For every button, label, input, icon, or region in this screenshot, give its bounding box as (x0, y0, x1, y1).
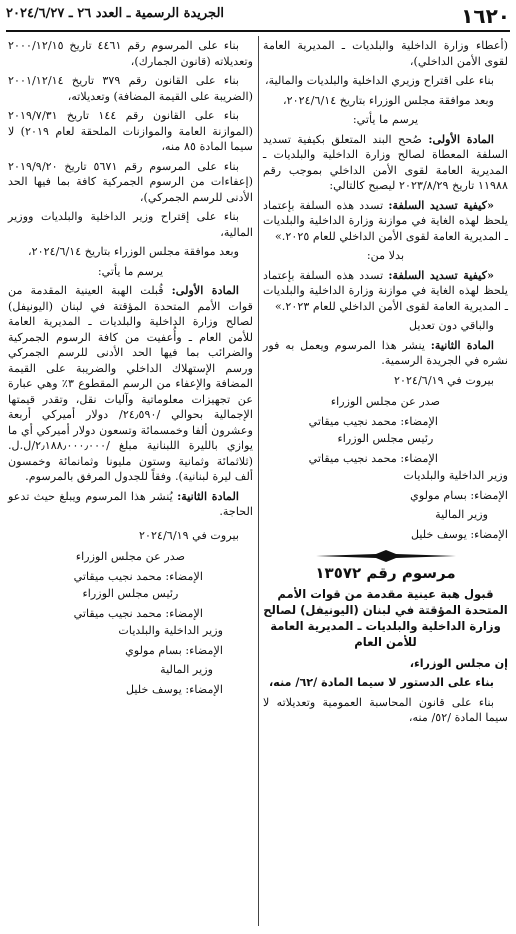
page-number: ١٦٢٠ (461, 4, 510, 28)
article-2 (263, 338, 508, 369)
signature-title: رئيس مجلس الوزراء (82, 587, 179, 600)
signature-title: صدر عن مجلس الوزراء (330, 395, 441, 408)
signature-name: الإمضاء: محمد نجيب ميقاتي (73, 606, 203, 620)
column-divider (258, 36, 259, 926)
article-text: قُبلت الهبة العينية المقدمة من قوات الأمم المتحدة المؤقتة في لبنان (اليونيفل) لصالح وزارة الداخلية والبلديات ـ المديرية العامة للأمن العام ـ وأُعفيت من كافة الرسوم الجمركية والضرائب بما فيها الحد الأدنى للرسم الجمركي ورسم الإستهلاك الداخلي والضريبة على القيمة المضافة والإعفاء من الرسم المقطوع ٣٪ وهي عبارة عن تجهيزات معلوماتية وآليات نقل، وتقدر قيمتها الإجمالية بحوالي /٢٤٫٥٩٠/ دولار أميركي أربعة وعشرون ألفا وخمسمائة وتسعون دولار أميركي أي ما يوازي بالليرة اللبنانية مبلغ /٢٫١٨٨٫٠٠٠٫٠٠٠/ل.ل. (ثلاثمائة وثمانية وستون مليونا وثمانمائة وخمسون ألف ليرة لبنانية). وفقاً للجدول المرفق بالمرسوم. (8, 284, 253, 483)
paragraph: وبعد موافقة مجلس الوزراء بتاريخ ٢٠٢٤/٦/١٤، (283, 93, 494, 107)
clause-label: «كيفية تسديد السلفة: (388, 197, 494, 212)
signature-name: الإمضاء: محمد نجيب ميقاتي (73, 569, 203, 583)
paragraph: بناء على اقتراح وزيري الداخلية والبلديات والمالية، (265, 74, 494, 87)
quoted-clause (263, 198, 508, 245)
article-2 (8, 489, 253, 520)
signature-name: الإمضاء: يوسف خليل (410, 527, 508, 541)
legal-basis: بناء على قانون المحاسبة العمومية وتعديلاته لا سيما المادة /٥٢/ منه، (263, 695, 508, 724)
signature-name: الإمضاء: بسام مولوي (125, 643, 223, 657)
decree-formula: يرسم ما يأتي: (352, 113, 419, 126)
paragraph: بدلا من: (366, 249, 405, 262)
issue-date: بيروت في ٢٠٢٤/٦/١٩ (139, 528, 239, 542)
article-label: المادة الثانية: (177, 488, 239, 503)
signature-name: الإمضاء: محمد نجيب ميقاتي (308, 414, 438, 428)
signature-name: الإمضاء: محمد نجيب ميقاتي (308, 451, 438, 465)
signatures (263, 394, 508, 542)
signature-title: وزير المالية (160, 663, 213, 676)
article-text: يُنشر هذا المرسوم ويبلغ حيث تدعو الحاجة. (8, 489, 253, 518)
paragraph: والباقي دون تعديل (408, 319, 494, 332)
legal-basis: بناء على القانون رقم ١٤٤ تاريخ ٢٠١٩/٧/٣١ (الموازنة العامة والموازنات الملحقة لعام ٢٠١٩) لا سيما المادة ٨٥ منه، (8, 109, 253, 153)
decree-formula: يرسم ما يأتي: (97, 264, 164, 278)
decree-title: مرسوم رقم ١٣٥٧٢ (315, 564, 456, 582)
legal-basis: بناء على المرسوم رقم ٥٦٧١ تاريخ ٢٠١٩/٩/٢٠ (إعفاءات من الرسوم الجمركية كافة بما فيها الحد الأدنى للرسم الجمركي)، (8, 159, 253, 204)
legal-basis: بناء على الدستور لا سيما المادة /٦٢/ منه، (268, 676, 494, 689)
paragraph: وبعد موافقة مجلس الوزراء بتاريخ ٢٠٢٤/٦/١٤، (28, 245, 239, 258)
article-text: صُحح البند المتعلق بكيفية تسديد السلفة المعطاة لصالح وزارة الداخلية والبلديات ـ المديرية العامة لقوى الأمن الداخلي بموجب رقم ١١٩٨٨ تاريخ ٢٠٢٣/٨/٢٩ ليصبح كالتالي: (263, 132, 508, 192)
signature-title: وزير المالية (435, 508, 488, 521)
article-label: المادة الأولى: (428, 131, 494, 146)
clause-text: تسدد هذه السلفة بإعتماد يلحظ لهذه الغاية في موازنة وزارة الداخلية والبلديات ـ المديرية العامة لقوى الأمن الداخلي للعام ٢٠٢٥.» (263, 198, 508, 243)
clause-text: تسدد هذه السلفة بإعتماد يلحظ لهذه الغاية في موازنة وزارة الداخلية والبلديات ـ المديرية العامة لقوى الأمن الداخلي للعام ٢٠٢٣.» (263, 268, 508, 313)
quoted-clause (263, 268, 508, 315)
running-head: الجريدة الرسمية ـ العدد ٢٦ ـ ٢٠٢٤/٦/٢٧ (6, 6, 225, 21)
signature-title: رئيس مجلس الوزراء (337, 432, 434, 445)
paragraph: (أعطاء وزارة الداخلية والبلديات ـ المديرية العامة لقوى الأمن الداخلي)، (263, 39, 508, 68)
right-column (263, 38, 508, 730)
council-intro: إن مجلس الوزراء، (409, 656, 508, 670)
article-1 (263, 132, 508, 194)
legal-basis: بناء على المرسوم رقم ٤٤٦١ تاريخ ٢٠٠٠/١٢/١٥ وتعديلاته (قانون الجمارك)، (8, 39, 253, 68)
signature-title: وزير الداخلية والبلديات (118, 624, 223, 637)
article-text: ينشر هذا المرسوم ويعمل به فور نشره في الجريدة الرسمية. (263, 338, 508, 367)
ornament-divider-icon (316, 550, 456, 562)
legal-basis: بناء على إقتراح وزير الداخلية والبلديات ووزير المالية، (8, 210, 253, 239)
article-label: المادة الأولى: (171, 283, 239, 297)
issue-date: بيروت في ٢٠٢٤/٦/١٩ (394, 373, 494, 387)
decree-subject: قبول هبة عينية مقدمة من قوات الأمم المتحدة المؤقتة في لبنان (اليونيفل) لصالح وزارة الداخلية والبلديات ـ المديرية العامة للأمن العام (263, 586, 508, 649)
article-1 (8, 283, 253, 485)
clause-label: «كيفية تسديد السلفة: (388, 267, 494, 282)
signature-name: الإمضاء: يوسف خليل (125, 682, 223, 696)
signature-title: وزير الداخلية والبلديات (403, 469, 508, 482)
left-column (8, 38, 253, 701)
legal-basis: بناء على القانون رقم ٣٧٩ تاريخ ٢٠٠١/١٢/١٤ (الضريبة على القيمة المضافة) وتعديلاته، (8, 74, 253, 103)
signature-title: صدر عن مجلس الوزراء (75, 550, 186, 563)
header-rule (6, 30, 510, 32)
page-header (6, 4, 510, 30)
article-label: المادة الثانية: (430, 337, 494, 352)
signature-name: الإمضاء: بسام مولوي (410, 488, 508, 502)
signatures (8, 549, 253, 697)
